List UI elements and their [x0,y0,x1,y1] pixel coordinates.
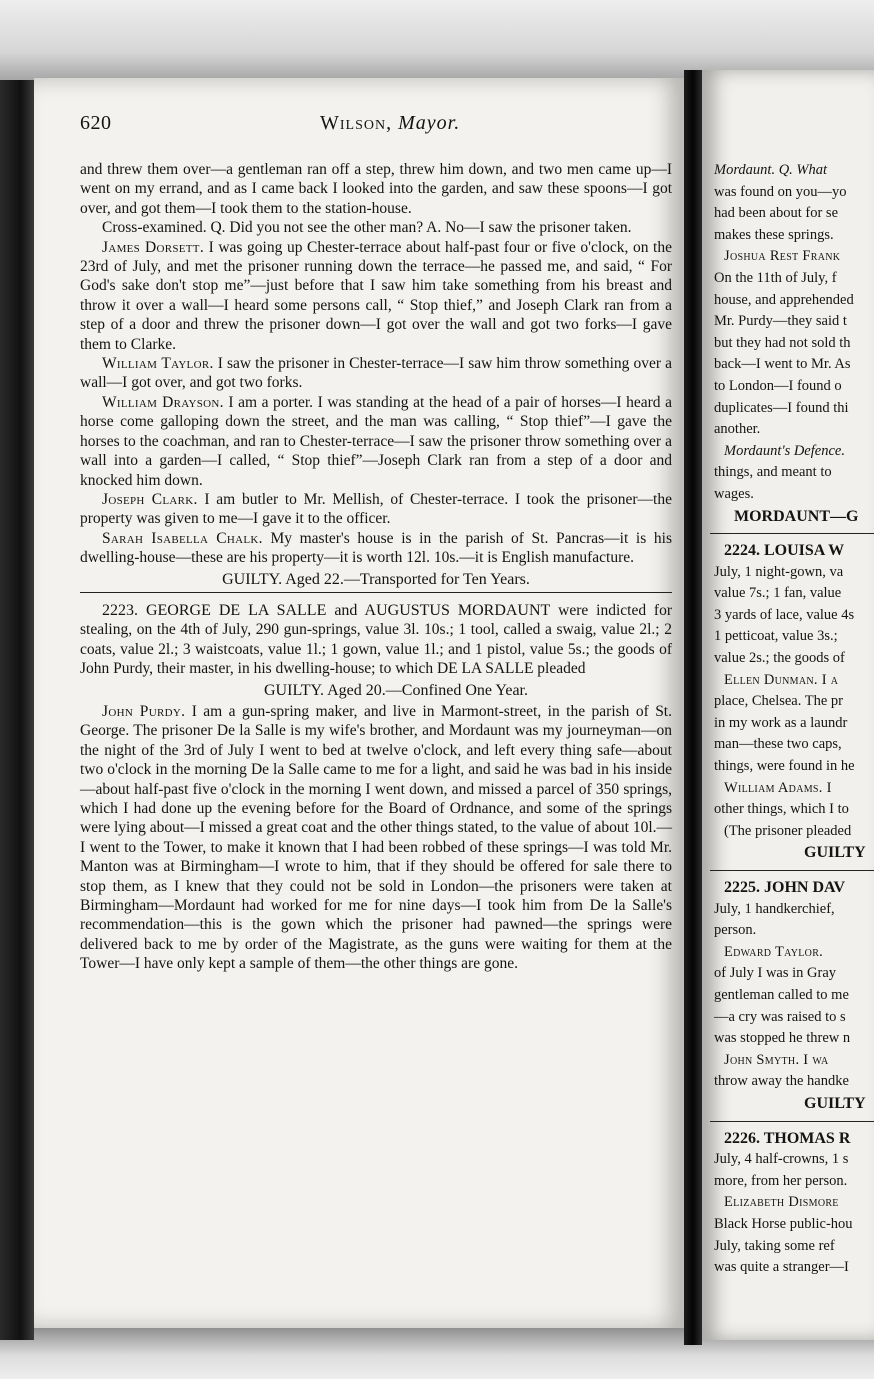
line: things, were found in he [714,758,855,775]
line: to London—I found o [714,377,842,394]
line: makes these springs. [714,226,834,243]
line: Ellen Dunman. I a [724,671,839,688]
line: 3 yards of lace, value 4s [714,606,855,623]
line: Black Horse public-hou [714,1215,853,1232]
case-divider [80,592,672,593]
line: July, 1 handkerchief, [714,900,835,917]
case-divider [710,870,874,871]
paragraph: William Taylor. I saw the prisoner in Chester-terrace—I saw him throw something over a wall—I got over, and got two forks. [80,355,672,392]
line: GUILTY [804,844,866,862]
line: was stopped he threw n [714,1030,851,1047]
line: Elizabeth Dismore [724,1194,839,1211]
line: other things, which I to [714,801,849,818]
line: 2224. LOUISA W [724,542,845,560]
witness-name: Joseph Clark. [102,490,198,508]
witness-name: Sarah Isabella Chalk. [102,529,263,547]
line: value 2s.; the goods of [714,650,845,667]
line: July, 4 half-crowns, 1 s [714,1151,849,1168]
verdict: GUILTY. Aged 20.—Confined One Year. [264,681,528,699]
line: William Adams. I [724,779,832,796]
line: of July I was in Gray [714,965,837,982]
witness-name: James Dorsett. [102,238,205,256]
right-page-body [714,160,874,1279]
line: more, from her person. [714,1172,848,1189]
running-head [320,112,460,135]
line: house, and apprehended [714,291,854,308]
case-divider [710,533,874,534]
paragraph: Joseph Clark. I am butler to Mr. Mellish, of Chester-terrace. I took the prisoner—the property was given to me—I gave it to the officer. [80,490,672,528]
paragraph: James Dorsett. I was going up Chester-terrace about half-past four or five o'clock, on the 23rd of July, and met the prisoner running down the terrace—he passed me, and said, “ For God's sake don't stop me”—just before that I saw him take something from his breast and throw it over a wall—I heard some persons call, “ Stop thief,” and Joseph Clark ran from a step of a door and threw the prisoner down—I got over the wall and got two forks—I gave them to Clarke. [80,238,672,353]
line: John Smyth. I wa [724,1051,829,1068]
line: person. [714,922,757,939]
line: back—I went to Mr. As [714,356,851,373]
line: another. [714,421,761,438]
case-heading: 2223. GEORGE DE LA SALLE and AUGUSTUS MORDAUNT were indicted for stealing, on the 4th of July, 290 gun-springs, value 3l. 10s.; 1 tool, called a swaig, value 2l.; 2 coats, value 2l.; 3 waistcoats, value 1l.; 1 gown, value 1l.; and 1 pistol, value 5s.; the goods of John Purdy, their master, in his dwelling-house; to which DE LA SALLE pleaded [80,601,673,678]
book-gutter [684,70,702,1345]
line: but they had not sold th [714,334,851,351]
paragraph: and threw them over—a gentleman ran off a step, threw him down, and two men came up—I went on my errand, and as I came back I looked into the garden, and saw these spoons—I got over, and got them—I took them to the station-house. [80,161,672,217]
line: man—these two caps, [714,736,842,753]
book-spine-edge [0,80,34,1340]
line: was quite a stranger—I [714,1259,849,1276]
line: Edward Taylor. [724,943,824,960]
line: (The prisoner pleaded [724,822,852,839]
paragraph: Cross-examined. Q. Did you not see the other man? A. No—I saw the prisoner taken. [102,219,632,237]
paragraph: John Purdy. I am a gun-spring maker, and live in Marmont-street, in the parish of St. George. The prisoner De la Salle is my wife's brother, and Mordaunt was my journeyman—on the night of the 3rd of July I went to bed at twelve o'clock, and left every thing safe—about two o'clock in the morning De la Salle came to me for a light, and said he was bad in his inside—about half-past five o'clock in the morning I went down, and missed a parcel of 350 springs, which I had done up the evening before for the Board of Ordnance, and some of the springs were lying about—I missed a great coat and the other things stated, to the value of about 10l.—I went to the Tower, to make it known that I had been robbed of these springs—I was told Mr. Manton was at Birmingham—I wrote to him, that if they should be offered for sale there to stop them, as I knew that they could not be sold in London—the prisoners were taken at Birmingham—Mordaunt had worked for me for nine days—I took him from De la Salle's recommendation—this is the gown which the prisoner had pawned—the springs were delivered back to me by order of the Magistrate, as the guns were waiting for them at the Tower—I have only kept a sample of them—the other things are gone. [80,702,672,973]
paragraph: William Drayson. I am a porter. I was standing at the head of a pair of horses—I heard a horse come galloping down the street, and the man was calling, “ Stop thief”—I gave the horses to the coachman, and ran to Chester-terrace—I saw the prisoner throw something over a wall into a garden—I called, “ Stop thief”—Joseph Clark ran from a step of a door and knocked him down. [80,393,672,489]
line: throw away the handke [714,1073,849,1090]
line: wages. [714,485,754,502]
line: 2226. THOMAS R [724,1129,851,1147]
page-number: 620 [80,112,112,134]
witness-name: John Purdy. [102,702,186,720]
line: 2225. JOHN DAV [724,879,846,896]
line: Mordaunt's Defence. [724,442,845,459]
right-page [702,70,874,1340]
line: gentleman called to me [714,986,849,1003]
line: was found on you—yo [714,183,847,200]
verdict: GUILTY. Aged 22.—Transported for Ten Years. [222,570,530,588]
line: 1 petticoat, value 3s.; [714,628,838,645]
page-header [80,112,670,142]
line: July, 1 night-gown, va [714,563,844,580]
line: GUILTY [804,1094,866,1112]
line: had been about for se [714,205,839,222]
running-head-title: Mayor. [398,112,461,134]
line: Joshua Rest Frank [724,248,841,265]
line: duplicates—I found thi [714,399,849,416]
running-head-name: Wilson, [320,112,393,134]
line: July, taking some ref [714,1237,835,1254]
line: value 7s.; 1 fan, value [714,585,842,602]
line: MORDAUNT—G [734,507,859,525]
witness-name: William Taylor. [102,355,214,373]
line: place, Chelsea. The pr [714,693,843,710]
line: Mordaunt. Q. What [714,162,828,178]
case-divider [710,1121,874,1122]
paragraph: Sarah Isabella Chalk. My master's house is in the parish of St. Pancras—it is his dwelling-house—these are his property—it is worth 12l. 10s.—it is English manufacture. [80,529,672,567]
line: Mr. Purdy—they said t [714,313,847,330]
line: in my work as a laundr [714,714,848,731]
line: On the 11th of July, f [714,269,837,286]
left-page-body [80,160,672,974]
line: things, and meant to [714,464,832,481]
witness-name: William Drayson. [102,393,224,411]
line: —a cry was raised to s [714,1008,846,1025]
